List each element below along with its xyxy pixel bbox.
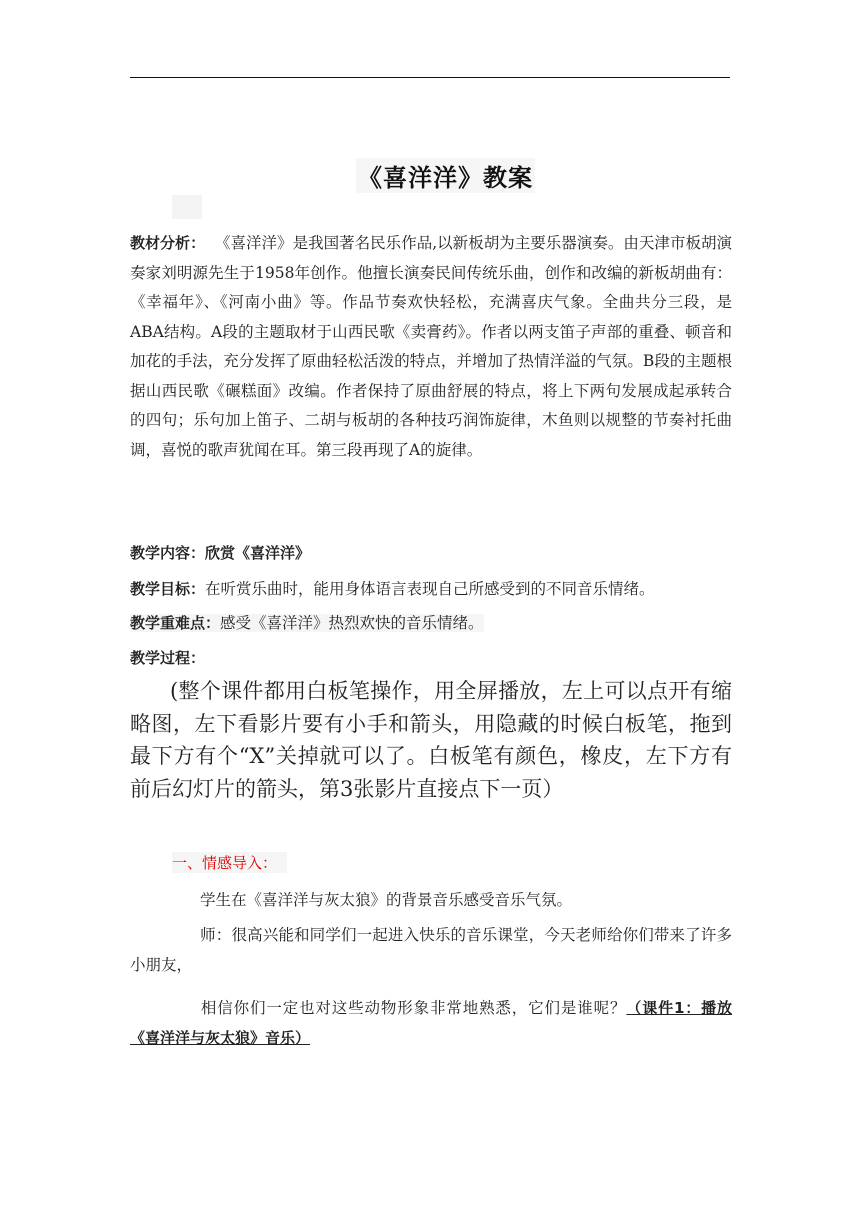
key-label: 教学重难点： xyxy=(130,614,221,632)
section-heading: 一、情感导入： xyxy=(172,852,287,873)
key-line xyxy=(130,609,732,639)
analysis-label: 教材分析： xyxy=(130,234,206,252)
para3-text: 相信你们一定也对这些动物形象非常地熟悉，它们是谁呢？ xyxy=(200,999,627,1017)
usage-note-text: (整个课件都用白板笔操作，用全屏播放，左上可以点开有缩略图，左下看影片要有小手和箭头，用隐藏的时候白板笔，拖到最下方有个“X”关掉就可以了。白板笔有颜色，橡皮，左下方有前后幻灯片的箭头，第3张影片直接点下一页） xyxy=(130,679,732,801)
usage-note xyxy=(130,675,732,805)
para2-text: 师：很高兴能和同学们一起进入快乐的音乐课堂，今天老师给你们带来了许多小朋友， xyxy=(130,926,732,974)
goal-label: 教学目标： xyxy=(130,580,206,598)
header-rule xyxy=(130,77,730,78)
goal-text: 在听赏乐曲时，能用身体语言表现自己所感受到的不同音乐情绪。 xyxy=(205,580,655,598)
document-title: 《喜洋洋》教案 xyxy=(356,158,535,193)
para1 xyxy=(130,886,732,916)
para2 xyxy=(130,921,732,980)
content-line xyxy=(130,539,732,569)
content-label: 教学内容： xyxy=(130,544,206,562)
content-text: 欣赏《喜洋洋》 xyxy=(205,544,311,562)
para1-text: 学生在《喜洋洋与灰太狼》的背景音乐感受音乐气氛。 xyxy=(200,891,573,909)
highlight-mark xyxy=(172,195,202,219)
para3 xyxy=(130,994,732,1053)
key-text: 感受《喜洋洋》热烈欢快的音乐情绪。 xyxy=(220,614,484,632)
goal-line xyxy=(130,575,732,605)
analysis-text: 《喜洋洋》是我国著名民乐作品,以新板胡为主要乐器演奏。由天津市板胡演奏家刘明源先生于1958年创作。他擅长演奏民间传统乐曲，创作和改编的新板胡曲有：《幸福年》、《河南小曲》等。作品节奏欢快轻松，充满喜庆气象。全曲共分三段，是ABA结构。A段的主题取材于山西民歌《卖膏药》。作者以两支笛子声部的重叠、顿音和加花的手法，充分发挥了原曲轻松活泼的特点，并增加了热情洋溢的气氛。B段的主题根据山西民歌《碾糕面》改编。作者保持了原曲舒展的特点，将上下两句发展成起承转合的四句；乐句加上笛子、二胡与板胡的各种技巧润饰旋律，木鱼则以规整的节奏衬托曲调，喜悦的歌声犹闻在耳。第三段再现了A的旋律。 xyxy=(130,234,732,459)
process-label: 教学过程： xyxy=(130,649,206,667)
process-line xyxy=(130,644,732,674)
courseware-link[interactable]: （课件1：播放《喜洋洋与灰太狼》音乐） xyxy=(130,999,732,1047)
analysis-paragraph xyxy=(130,229,732,465)
